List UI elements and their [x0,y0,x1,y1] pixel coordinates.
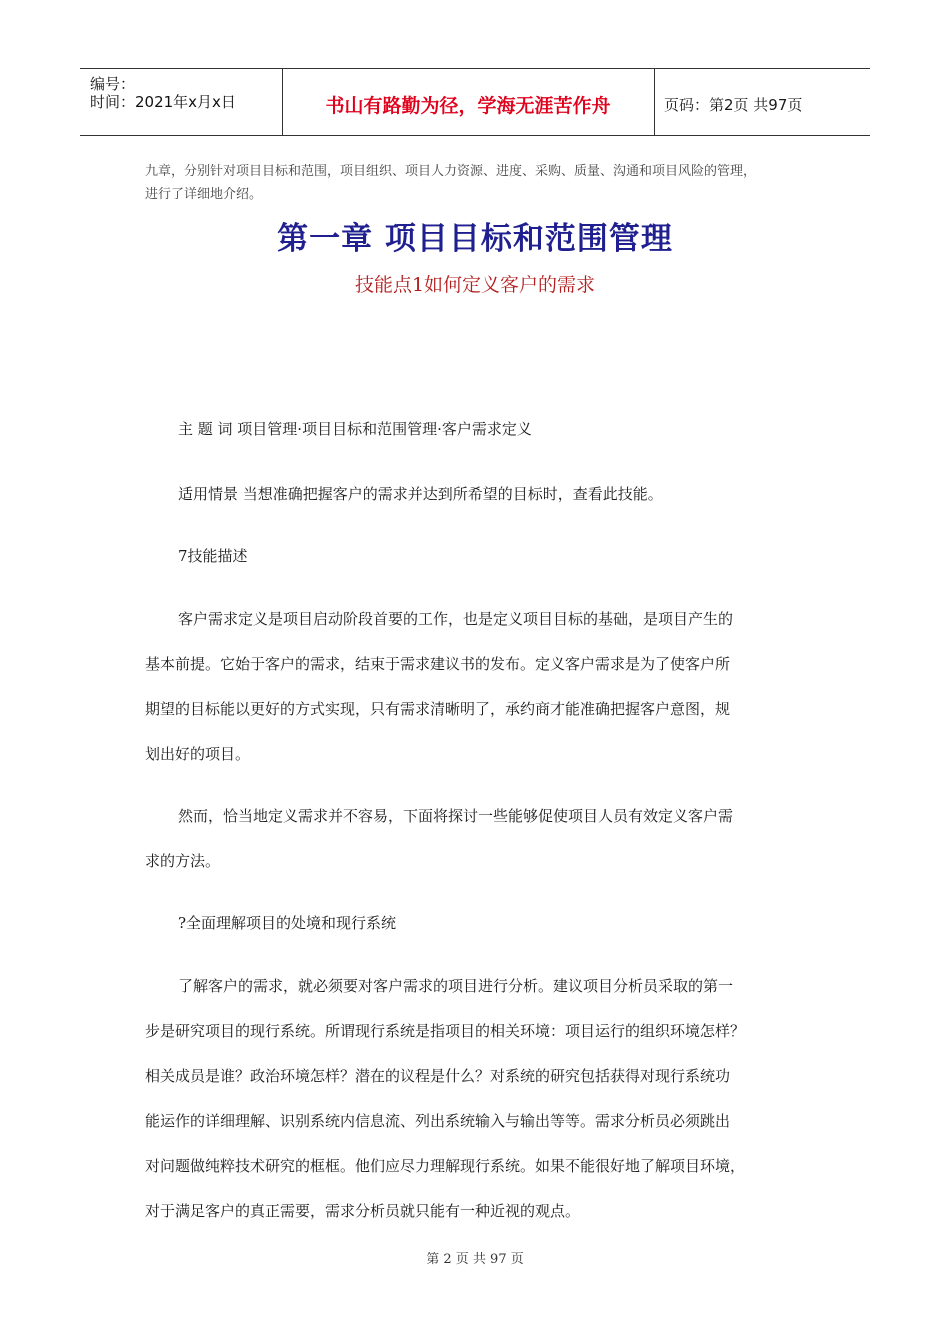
document-number-label: 编号： [90,75,136,93]
header-motto-cell [282,69,655,135]
header-meta-cell [80,69,283,135]
paragraph-line: 基本前提。它始于客户的需求，结束于需求建议书的发布。定义客户需求是为了使客户所 [145,655,731,673]
paragraph-line: 然而，恰当地定义需求并不容易，下面将探讨一些能够促使项目人员有效定义客户需 [178,807,734,825]
intro-line: 九章，分别针对项目目标和范围，项目组织、项目人力资源、进度、采购、质量、沟通和项目风险的管理， [145,164,757,179]
paragraph-line: 期望的目标能以更好的方式实现，只有需求清晰明了，承约商才能准确把握客户意图，规 [145,700,731,718]
subheading: ?全面理解项目的处境和现行系统 [178,914,397,932]
header-motto: 书山有路勤为径，学海无涯苦作舟 [325,95,611,117]
intro-text [145,160,815,206]
paragraph-line: 了解客户的需求，就必须要对客户需求的项目进行分析。建议项目分析员采取的第一 [178,977,734,995]
paragraph-line: 步是研究项目的现行系统。所谓现行系统是指项目的相关环境：项目运行的组织环境怎样？ [145,1022,746,1040]
paragraph-line: 客户需求定义是项目启动阶段首要的工作，也是定义项目目标的基础，是项目产生的 [178,610,734,628]
paragraph-line: 对于满足客户的真正需要，需求分析员就只能有一种近视的观点。 [145,1202,581,1220]
paragraph-line: 能运作的详细理解、识别系统内信息流、列出系统输入与输出等等。需求分析员必须跳出 [145,1112,731,1130]
section-heading: 7技能描述 [178,547,248,565]
paragraph-line: 相关成员是谁？政治环境怎样？潜在的议程是什么？对系统的研究包括获得对现行系统功 [145,1067,731,1085]
skill-title: 技能点1如何定义客户的需求 [354,274,596,296]
page-footer: 第 2 页 共 97 页 [426,1252,524,1267]
paragraph-line: 对问题做纯粹技术研究的框框。他们应尽力理解现行系统。如果不能很好地了解项目环境， [145,1157,746,1175]
page-header [80,68,870,136]
chapter-title: 第一章 项目目标和范围管理 [277,221,673,257]
header-page-info: 页码：第2页 共97页 [664,96,803,114]
document-time-label: 时间：2021年x月x日 [90,93,236,111]
header-page-cell [654,69,870,135]
paragraph-line: 求的方法。 [145,852,221,870]
keywords-line: 主 题 词 项目管理·项目目标和范围管理·客户需求定义 [178,420,532,438]
paragraph-line: 划出好的项目。 [145,745,251,763]
scenario-line: 适用情景 当想准确把握客户的需求并达到所希望的目标时，查看此技能。 [178,485,663,503]
intro-line: 进行了详细地介绍。 [145,187,263,202]
